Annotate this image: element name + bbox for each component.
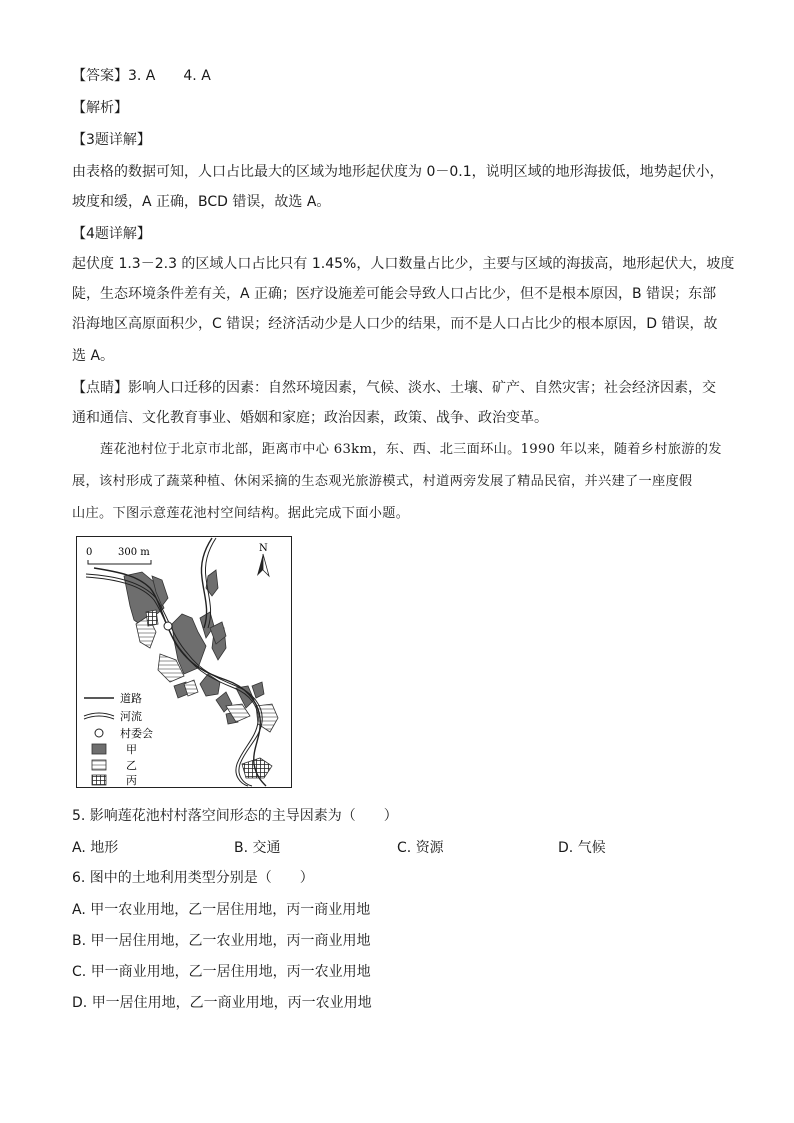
q5-option-b[interactable] (234, 838, 281, 858)
q6-option-c[interactable] (72, 962, 371, 982)
q6-option-d[interactable] (72, 993, 372, 1013)
option-key: B. (234, 840, 249, 856)
q4-header: 【4题详解】 (72, 226, 151, 242)
option-text: 交通 (252, 840, 281, 856)
option-text: 甲一商业用地，乙一居住用地，丙一农业用地 (90, 964, 371, 980)
legend-river: 河流 (120, 710, 142, 723)
option-text: 资源 (415, 840, 444, 856)
q3-line-2: 坡度和缓，A 正确，BCD 错误，故选 A。 (72, 194, 331, 210)
tip-text-1: 影响人口迁移的因素：自然环境因素，气候、淡水、土壤、矿产、自然灾害；社会经济因素，交 (128, 380, 716, 396)
passage-line-1: 莲花池村位于北京市北部，距离市中心 63km，东、西、北三面环山。1990 年以来，随着乡村旅游的发 (100, 442, 722, 457)
option-key: B. (72, 933, 87, 949)
option-text: 甲一农业用地，乙一居住用地，丙一商业用地 (90, 902, 371, 918)
answer-text: 3. A 4. A (128, 68, 211, 84)
village-committee-marker (164, 622, 172, 630)
q4-line-3: 沿海地区高原面积少，C 错误；经济活动少是人口少的结果，而不是人口占比少的根本原因，D 错误，故 (72, 316, 718, 332)
q5-option-d[interactable] (558, 838, 606, 858)
legend-road: 道路 (120, 692, 142, 705)
option-key: A. (72, 840, 86, 856)
scale-text: 300 m (118, 547, 150, 558)
option-key: A. (72, 902, 86, 918)
tip-line-1 (72, 378, 722, 398)
legend-committee: 村委会 (120, 727, 153, 740)
q6-option-a[interactable] (72, 900, 370, 920)
option-key: C. (397, 840, 412, 856)
q4-line-4: 选 A。 (72, 348, 115, 364)
q4-line-1: 起伏度 1.3－2.3 的区域人口占比只有 1.45%，人口数量占比少，主要与区域的海拔高，地形起伏大，坡度 (72, 256, 735, 272)
option-key: D. (72, 995, 88, 1011)
option-text: 气候 (577, 840, 606, 856)
legend-jia: 甲 (126, 743, 137, 756)
passage-line-2: 展，该村形成了蔬菜种植、休闲采摘的生态观光旅游模式，村道两旁发展了精品民宿，并兴建了一座度假 (72, 474, 693, 489)
option-text: 甲一居住用地，乙一商业用地，丙一农业用地 (91, 995, 372, 1011)
q5-option-c[interactable] (397, 838, 444, 858)
legend-yi: 乙 (126, 759, 137, 772)
village-map-svg (76, 536, 292, 788)
area-bing-1 (146, 610, 158, 626)
legend-bing: 丙 (126, 774, 137, 787)
q3-header: 【3题详解】 (72, 132, 151, 148)
q4-line-2: 陡，生态环境条件差有关，A 正确；医疗设施差可能会导致人口占比少，但不是根本原因，B 错误；东部 (72, 286, 717, 302)
answer-line (72, 66, 722, 86)
q6-option-b[interactable] (72, 931, 371, 951)
q5-option-a[interactable] (72, 838, 118, 858)
option-text: 地形 (90, 840, 119, 856)
q3-line-1: 由表格的数据可知，人口占比最大的区域为地形起伏度为 0－0.1，说明区域的地形海拔低，地势起伏小， (72, 164, 724, 180)
option-key: C. (72, 964, 87, 980)
tip-line-2: 通和通信、文化教育事业、婚姻和家庭；政治因素，政策、战争、政治变革。 (72, 410, 548, 426)
north-label: N (259, 543, 268, 554)
analysis-label: 【解析】 (72, 100, 128, 116)
q6-stem: 6. 图中的土地利用类型分别是（ ） (72, 870, 314, 886)
option-text: 甲一居住用地，乙一农业用地，丙一商业用地 (90, 933, 371, 949)
passage-line-3: 山庄。下图示意莲花池村空间结构。据此完成下面小题。 (72, 506, 410, 521)
answer-label: 【答案】 (72, 68, 128, 84)
tip-label: 【点睛】 (72, 380, 128, 396)
q5-stem: 5. 影响莲花池村村落空间形态的主导因素为（ ） (72, 808, 398, 824)
village-map (76, 536, 292, 788)
option-key: D. (558, 840, 574, 856)
scale-zero: 0 (86, 547, 93, 558)
